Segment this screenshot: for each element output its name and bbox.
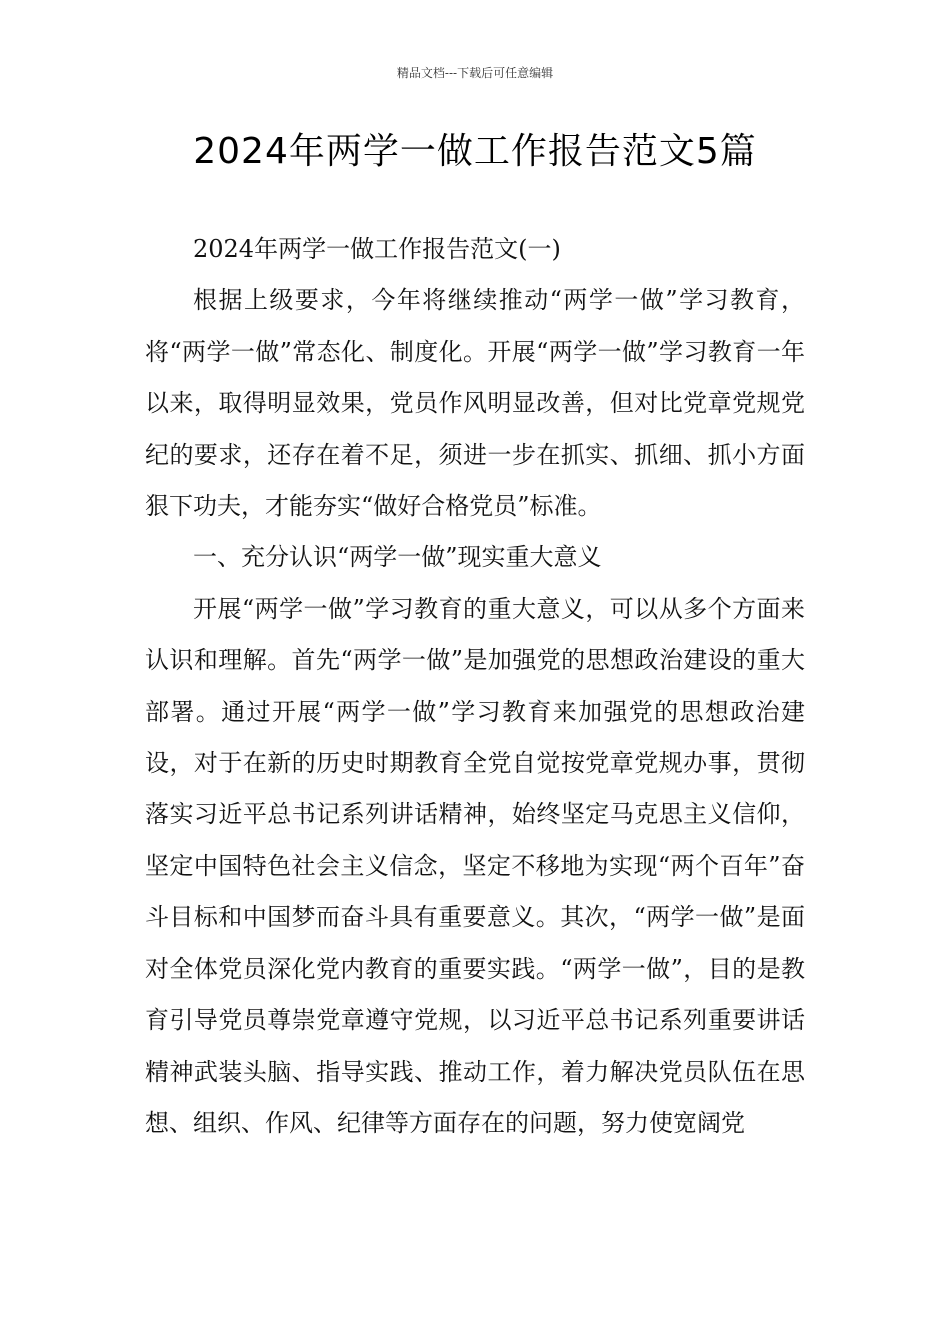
section-heading-part-one: 2024年两学一做工作报告范文(一) [193, 235, 561, 263]
intro-paragraph: 根据上级要求，今年将继续推动“两学一做”学习教育，将“两学一做”常态化、制度化。开展“两学一做”学习教育一年以来，取得明显效果，党员作风明显改善，但对比党章党规党纪的要求，还存在着不足，须进一步在抓实、抓细、抓小方面狠下功夫，才能夯实“做好合格党员”标准。 [145, 286, 805, 521]
significance-paragraph: 开展“两学一做”学习教育的重大意义，可以从多个方面来认识和理解。首先“两学一做”是加强党的思想政治建设的重大部署。通过开展“两学一做”学习教育来加强党的思想政治建设，对于在新的历史时期教育全党自觉按党章党规办事，贯彻落实习近平总书记系列讲话精神，始终坚定马克思主义信仰，坚定中国特色社会主义信念，坚定不移地为实现“两个百年”奋斗目标和中国梦而奋斗具有重要意义。其次，“两学一做”是面对全体党员深化党内教育的重要实践。“两学一做”，目的是教育引导党员尊崇党章遵守党规，以习近平总书记系列重要讲话精神武装头脑、指导实践、推动工作，着力解决党员队伍在思想、组织、作风、纪律等方面存在的问题，努力使宽阔党 [145, 594, 805, 1137]
document-title: 2024年两学一做工作报告范文5篇 [193, 131, 757, 172]
page-header: 精品文档---下载后可任意编辑 [396, 66, 554, 80]
document-body [145, 224, 805, 1149]
section-heading-significance: 一、充分认识“两学一做”现实重大意义 [193, 543, 602, 572]
